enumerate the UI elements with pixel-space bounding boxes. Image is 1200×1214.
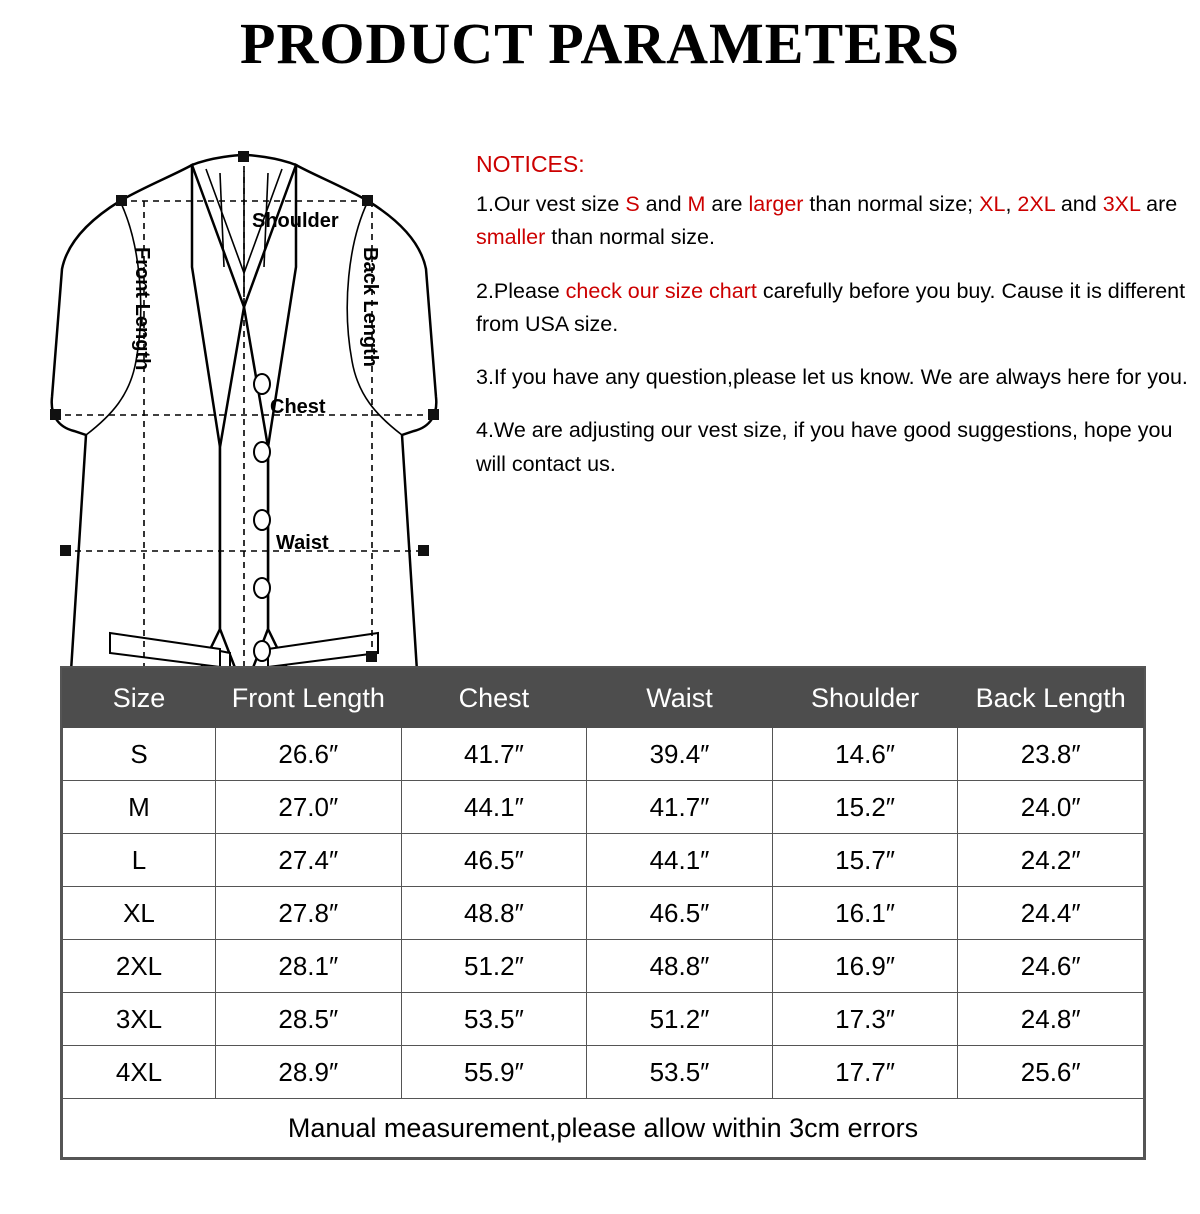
cell-value: 17.7″ (772, 1046, 958, 1099)
page-title: PRODUCT PARAMETERS (240, 11, 960, 76)
cell-value: 46.5″ (401, 834, 587, 887)
cell-size: XL (63, 887, 216, 940)
table-header-row (63, 669, 1144, 728)
table-row (63, 728, 1144, 781)
label-chest: Chest (270, 395, 326, 418)
cell-value: 53.5″ (401, 993, 587, 1046)
column-header-shoulder: Shoulder (772, 669, 958, 728)
column-header-back-length: Back Length (958, 669, 1144, 728)
cell-value: 48.8″ (401, 887, 587, 940)
cell-value: 27.8″ (216, 887, 402, 940)
cell-value: 15.7″ (772, 834, 958, 887)
cell-value: 48.8″ (587, 940, 773, 993)
column-header-waist: Waist (587, 669, 773, 728)
size-chart-table (60, 666, 1146, 1160)
cell-value: 51.2″ (587, 993, 773, 1046)
table-row (63, 993, 1144, 1046)
table-row (63, 834, 1144, 887)
cell-value: 14.6″ (772, 728, 958, 781)
column-header-chest: Chest (401, 669, 587, 728)
cell-value: 41.7″ (587, 781, 773, 834)
cell-value: 24.0″ (958, 781, 1144, 834)
cell-value: 24.2″ (958, 834, 1144, 887)
notice-item-3: 3.If you have any question,please let us know. We are always here for you. (476, 365, 1188, 390)
table-row (63, 887, 1144, 940)
cell-value: 51.2″ (401, 940, 587, 993)
cell-size: L (63, 834, 216, 887)
cell-value: 24.8″ (958, 993, 1144, 1046)
cell-value: 41.7″ (401, 728, 587, 781)
measurement-note: Manual measurement,please allow within 3cm errors (63, 1099, 1144, 1158)
cell-value: 26.6″ (216, 728, 402, 781)
cell-size: S (63, 728, 216, 781)
table-row (63, 1046, 1144, 1099)
cell-value: 16.1″ (772, 887, 958, 940)
notice-item-4: 4.We are adjusting our vest size, if you have good suggestions, hope you will contact us. (476, 418, 1173, 476)
column-header-size: Size (63, 669, 216, 728)
cell-value: 27.4″ (216, 834, 402, 887)
vest-measurement-diagram (24, 147, 464, 717)
notices-block (476, 150, 1188, 501)
table-row (63, 781, 1144, 834)
cell-size: M (63, 781, 216, 834)
column-header-front-length: Front Length (216, 669, 402, 728)
product-parameters-page (0, 11, 1200, 1214)
cell-value: 27.0″ (216, 781, 402, 834)
label-back-length: Back Length (359, 246, 381, 367)
cell-value: 44.1″ (587, 834, 773, 887)
notice-item-1: 1.Our vest size S and M are larger than normal size; XL, 2XL and 3XL are smaller than normal size. (476, 191, 1178, 250)
cell-value: 39.4″ (587, 728, 773, 781)
notices-list (476, 188, 1188, 481)
cell-value: 53.5″ (587, 1046, 773, 1099)
notices-heading: NOTICES: (476, 150, 585, 177)
cell-value: 46.5″ (587, 887, 773, 940)
label-shoulder: Shoulder (252, 209, 339, 232)
cell-value: 16.9″ (772, 940, 958, 993)
cell-value: 17.3″ (772, 993, 958, 1046)
notice-item-2: 2.Please check our size chart carefully before you buy. Cause it is different from USA size. (476, 278, 1186, 336)
cell-value: 44.1″ (401, 781, 587, 834)
cell-value: 23.8″ (958, 728, 1144, 781)
cell-value: 15.2″ (772, 781, 958, 834)
cell-value: 28.9″ (216, 1046, 402, 1099)
cell-value: 24.4″ (958, 887, 1144, 940)
cell-size: 2XL (63, 940, 216, 993)
cell-size: 3XL (63, 993, 216, 1046)
label-waist: Waist (276, 531, 329, 554)
cell-value: 28.1″ (216, 940, 402, 993)
cell-value: 28.5″ (216, 993, 402, 1046)
label-front-length: Front Length (131, 246, 153, 371)
cell-value: 55.9″ (401, 1046, 587, 1099)
cell-size: 4XL (63, 1046, 216, 1099)
table-row (63, 940, 1144, 993)
top-section (0, 75, 1200, 615)
table-footer-row (63, 1099, 1144, 1158)
cell-value: 24.6″ (958, 940, 1144, 993)
cell-value: 25.6″ (958, 1046, 1144, 1099)
